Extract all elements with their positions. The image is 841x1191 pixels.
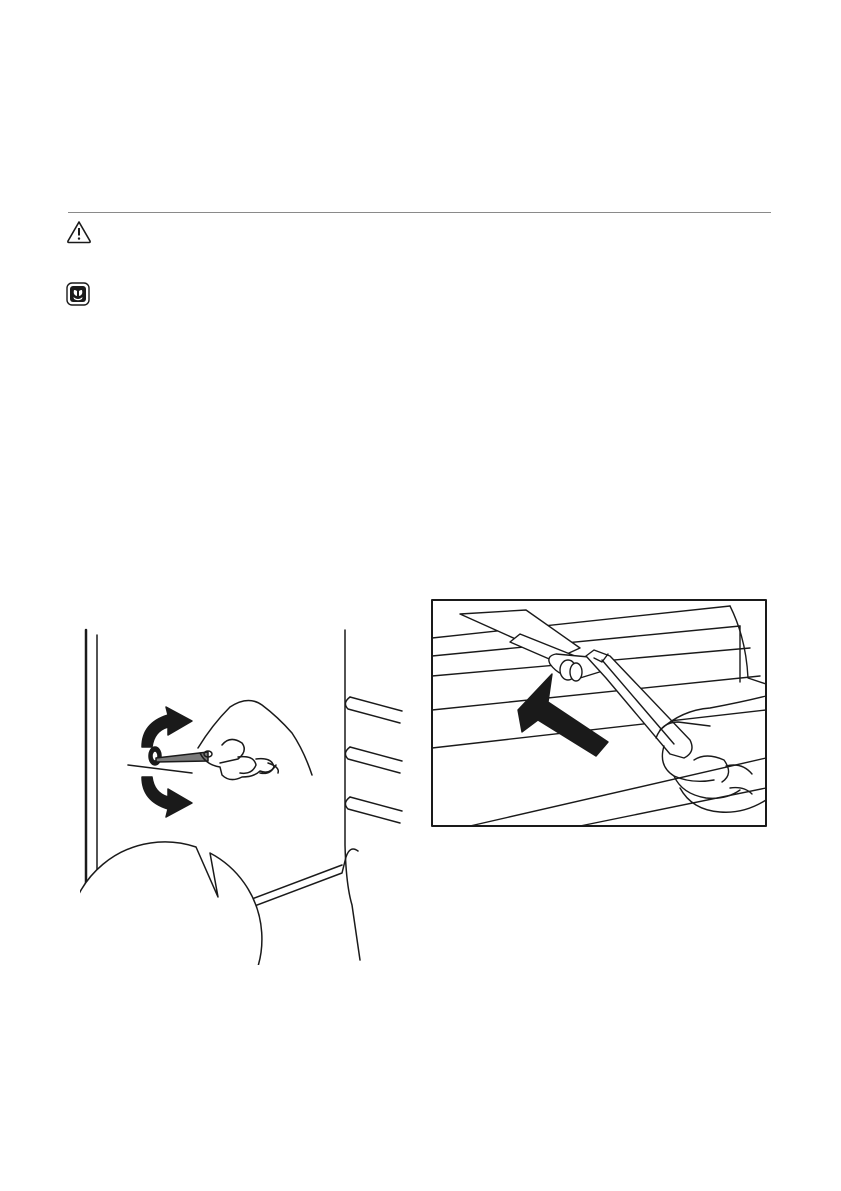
environment-leaf-icon <box>66 282 90 306</box>
drain-channel-cleaning-tool-illustration <box>430 598 770 828</box>
section-divider <box>68 212 771 213</box>
door-drain-hole-cleaning-illustration <box>80 625 410 965</box>
warning-triangle-icon <box>66 220 92 244</box>
